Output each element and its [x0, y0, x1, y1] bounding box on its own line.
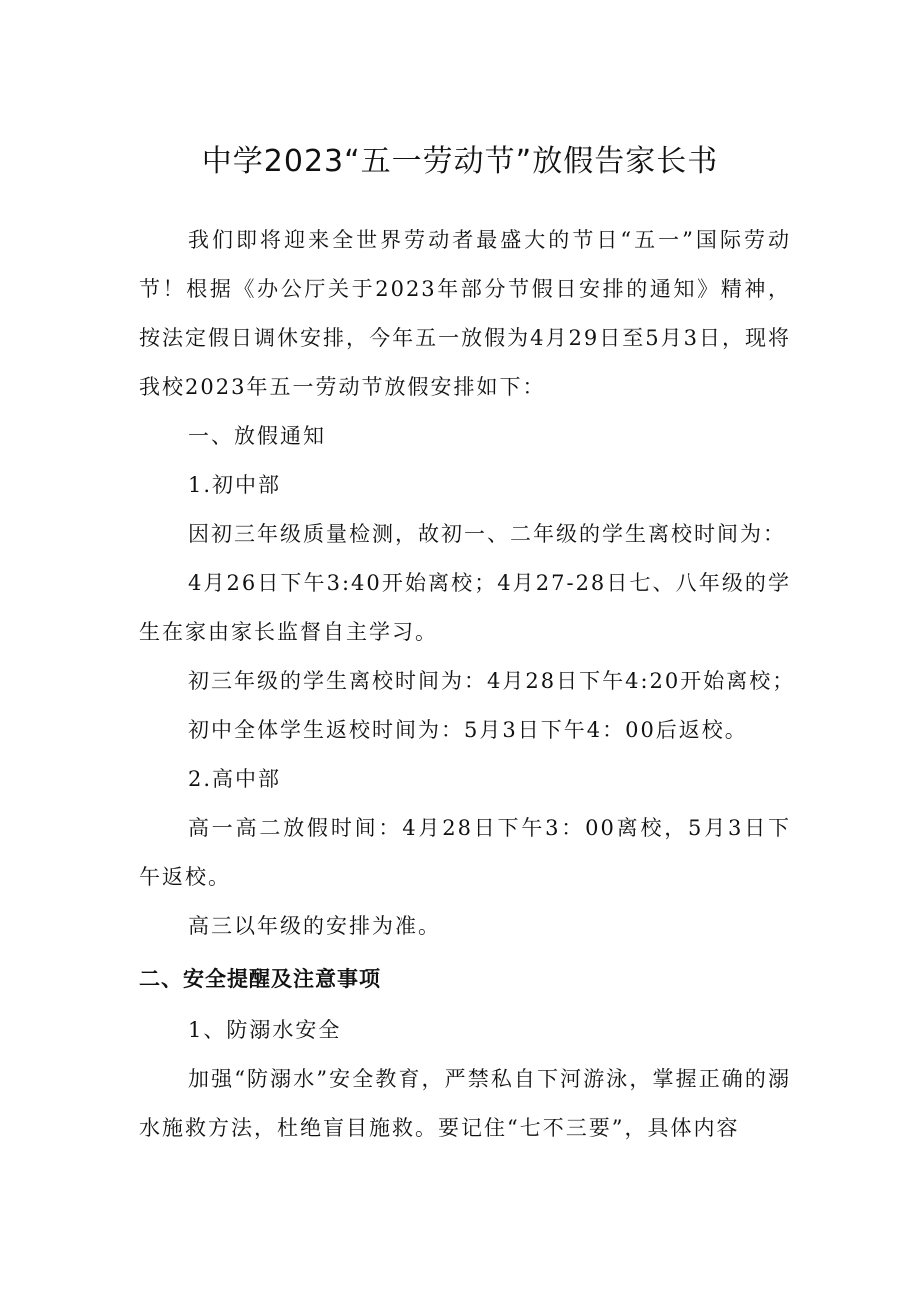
- subheading-senior-high: 2.高中部: [188, 767, 282, 791]
- paragraph: 4月26日下午3:40开始离校；4月27-28日七、八年级的学生在家由家长监督自主学习。: [139, 571, 791, 644]
- paragraph: 因初三年级质量检测，故初一、二年级的学生离校时间为：: [188, 522, 786, 546]
- paragraph: 高三以年级的安排为准。: [188, 914, 441, 938]
- paragraph: 初中全体学生返校时间为：5月3日下午4：00后返校。: [188, 718, 748, 742]
- document-title: 中学2023“五一劳动节”放假告家长书: [201, 144, 719, 179]
- subheading-junior-high: 1.初中部: [188, 473, 282, 497]
- paragraph: 初三年级的学生离校时间为：4月28日下午4:20开始离校；: [188, 669, 796, 693]
- intro-paragraph: 我们即将迎来全世界劳动者最盛大的节日“五一”国际劳动节！根据《办公厅关于2023年部分节假日安排的通知》精神，按法定假日调休安排，今年五一放假为4月29日至5月3日，现将我校2023年五一劳动节放假安排如下：: [139, 228, 791, 399]
- section-heading-holiday-notice: 一、放假通知: [188, 424, 326, 448]
- paragraph: 加强“防溺水”安全教育，严禁私自下河游泳，掌握正确的溺水施救方法，杜绝盲目施救。要记住“七不三要”，具体内容: [139, 1067, 791, 1140]
- section-heading-safety: 二、安全提醒及注意事项: [139, 967, 381, 991]
- document-body: [139, 216, 796, 1153]
- paragraph: 高一高二放假时间：4月28日下午3：00离校，5月3日下午返校。: [139, 816, 791, 889]
- subheading-drowning-safety: 1、防溺水安全: [188, 1018, 342, 1042]
